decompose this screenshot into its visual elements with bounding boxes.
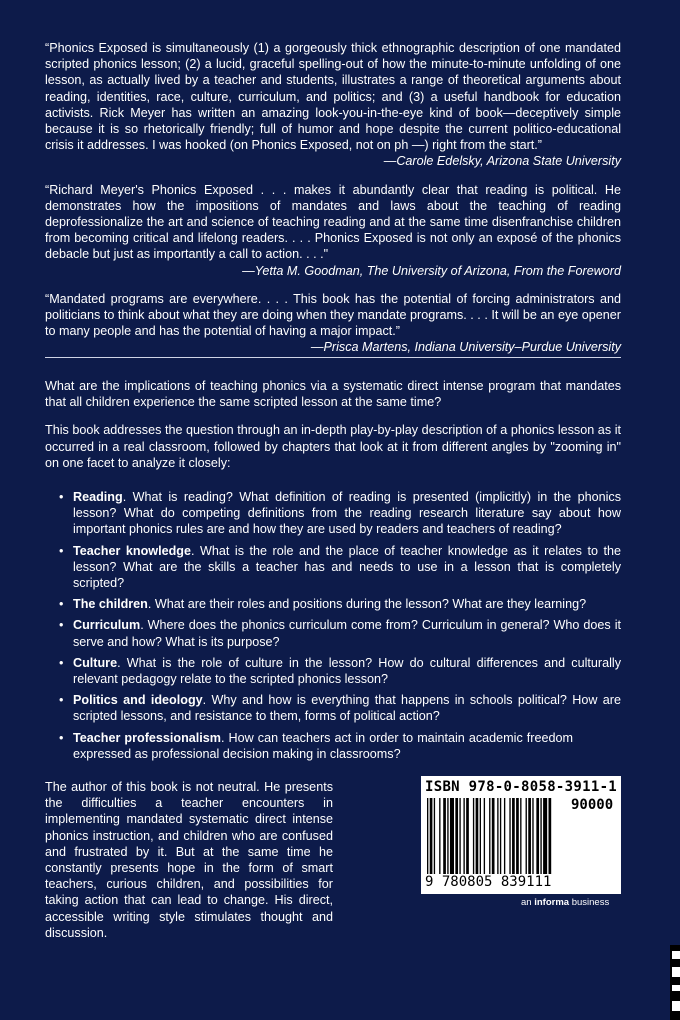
topic-text: . Why and how is everything that happens in schools political? How are scripted lessons, and resistance to them, forms of political action?: [73, 693, 621, 724]
barcode-bar: [476, 798, 479, 874]
informa-brand: informa: [534, 897, 570, 908]
barcode-bar: [526, 798, 527, 874]
barcode-bar: [459, 798, 460, 874]
book-description: [45, 378, 621, 767]
endorsement-quote-3: “Mandated programs are everywhere. . . . This book has the potential of forcing administrators and politicians to think about what they are doing when they mandate programs. . . . It will be an eye opener to many people and has the potential of having a major impact.”: [45, 291, 621, 339]
barcode-bar: [492, 798, 495, 874]
barcode-bar: [443, 798, 446, 874]
topic-keyword: Teacher knowledge: [73, 543, 191, 558]
topic-item: [59, 655, 621, 687]
endorsement-quote-1: “Phonics Exposed is simultaneously (1) a gorgeously thick ethnographic description of one mandated scripted phonics lesson; (2) a lucid, graceful spelling-out of how the minute-to-minute unfolding of one lesson, as actually lived by a teacher and students, illustrates a range of theoretical arguments about reading, identities, race, culture, curriculum, and politics; and (3) a useful handbook for education activists. Rick Meyer has written an amazing look-you-in-the-eye kind of book—deceptively simple because it is so rhetorically friendly; full of humor and hope despite the current politico-educational crisis it addresses. I was hooked (on Phonics Exposed, not on ph —) right from the start.”: [45, 41, 621, 153]
topic-item: [59, 543, 621, 592]
barcode-bar: [447, 798, 448, 874]
topic-keyword: Reading: [73, 490, 123, 505]
barcode-bar: [434, 798, 435, 874]
intro-question: What are the implications of teaching phonics via a systematic direct intense program that mandates that all children experience the same scripted lesson at the same time?: [45, 379, 621, 410]
section-divider: [45, 357, 621, 358]
endorsement-attribution-1: —Carole Edelsky, Arizona State University: [383, 154, 621, 169]
barcode-bar: [473, 798, 474, 874]
bullet-icon: •: [59, 618, 64, 633]
barcode-bar: [455, 798, 458, 874]
barcode-bar: [497, 798, 498, 874]
barcode-bar: [532, 798, 533, 874]
topic-item: [59, 489, 621, 538]
topic-text: . What are their roles and positions during the lesson? What are they learning?: [147, 597, 587, 612]
barcode-bar: [427, 798, 428, 874]
intro-approach: This book addresses the question through an in-depth play-by-play description of a phonics lesson as it occurred in a real classroom, followed by chapters that look at it from different angles by "zooming in" on one facet to analyze it closely:: [45, 423, 621, 470]
bullet-icon: •: [59, 655, 64, 670]
topic-item: [59, 692, 621, 724]
barcode-bar: [500, 798, 501, 874]
topic-text: . Where does the phonics curriculum come from? Curriculum in general? Who does it serve and how? What is its purpose?: [73, 618, 621, 649]
topic-keyword: Curriculum: [73, 618, 141, 633]
barcode-bar: [512, 798, 515, 874]
bullet-icon: •: [59, 730, 64, 745]
topic-text: . What is reading? What definition of reading is presented (implicitly) in the phonics lesson? What do competing definitions from the reading research literature say about how important phonics rules are and how they are used by readers and teachers of reading?: [73, 490, 621, 537]
barcode-bar: [520, 798, 521, 874]
bullet-icon: •: [59, 490, 64, 505]
topic-list: [45, 489, 621, 762]
barcode-bar: [430, 798, 433, 874]
barcode-bar: [450, 798, 454, 874]
barcode-bar: [509, 798, 510, 874]
bullet-icon: •: [59, 543, 64, 558]
barcode-bar: [466, 798, 469, 874]
endorsements: [45, 40, 621, 368]
topic-item: [59, 730, 573, 762]
topic-keyword: Teacher professionalism: [73, 730, 221, 745]
topic-keyword: The children: [73, 597, 148, 612]
bullet-icon: •: [59, 693, 64, 708]
barcode-bar: [484, 798, 485, 874]
tagline-prefix: an: [521, 897, 535, 908]
isbn-barcode: [421, 776, 621, 894]
isbn-label: ISBN 978-0-8058-3911-1: [425, 779, 618, 795]
barcode-bar: [489, 798, 490, 874]
barcode-bar: [528, 798, 531, 874]
barcode-bar: [536, 798, 539, 874]
ean-digits: 9 780805 839111: [425, 874, 552, 890]
barcode-bar: [504, 798, 505, 874]
tagline-suffix: business: [569, 897, 610, 908]
endorsement-attribution-3: —Prisca Martens, Indiana University–Purdue University: [310, 340, 621, 355]
topic-keyword: Politics and ideology: [73, 693, 203, 708]
topic-text: . What is the role and the place of teacher knowledge as it relates to the lesson? What are the skills a teacher has and needs to use in a lesson that is completely scripted?: [73, 543, 621, 591]
barcode-bar: [439, 798, 440, 874]
barcode-bar: [549, 798, 552, 874]
bullet-icon: •: [59, 597, 64, 612]
topic-text: . What is the role of culture in the lesson? How do cultural differences and culturally relevant pedagogy relate to the scripted phonics lesson?: [73, 655, 621, 687]
barcode-bar: [543, 798, 547, 874]
barcode-bar: [540, 798, 541, 874]
topic-text: . How can teachers act in order to maintain academic freedom expressed as professional decision making in classrooms?: [73, 730, 573, 761]
endorsement-quote-2: “Richard Meyer's Phonics Exposed . . . makes it abundantly clear that reading is political. He demonstrates how the impositions of mandates and laws about the teaching of reading deprofessionalize the art and science of teaching reading and at the same time disenfranchise children from becoming critical and lifelong readers. . . . Phonics Exposed is not only an exposé of the phonics debacle but just as importantly a call to action. . . .": [45, 182, 621, 262]
corner-registration-mark: [670, 945, 680, 1020]
topic-item: [59, 617, 621, 649]
topic-keyword: Culture: [73, 655, 118, 670]
endorsement-attribution-2: —Yetta M. Goodman, The University of Arizona, From the Foreword: [242, 263, 621, 278]
barcode-bar: [516, 798, 519, 874]
topic-item: [59, 596, 621, 612]
publisher-tagline: [521, 897, 609, 908]
price-code: 90000: [571, 797, 614, 813]
barcode-bar: [480, 798, 481, 874]
barcode-bar: [463, 798, 464, 874]
author-note: The author of this book is not neutral. He presents the difficulties a teacher encounters in implementing mandated systematic direct intense phonics instruction, and children who are confused and frustrated by it. But at the same time he constantly presents hope in the form of smart teachers, curious children, and possibilities for taking action that can lead to change. His direct, accessible writing style stimulates thought and discussion.: [45, 780, 333, 940]
